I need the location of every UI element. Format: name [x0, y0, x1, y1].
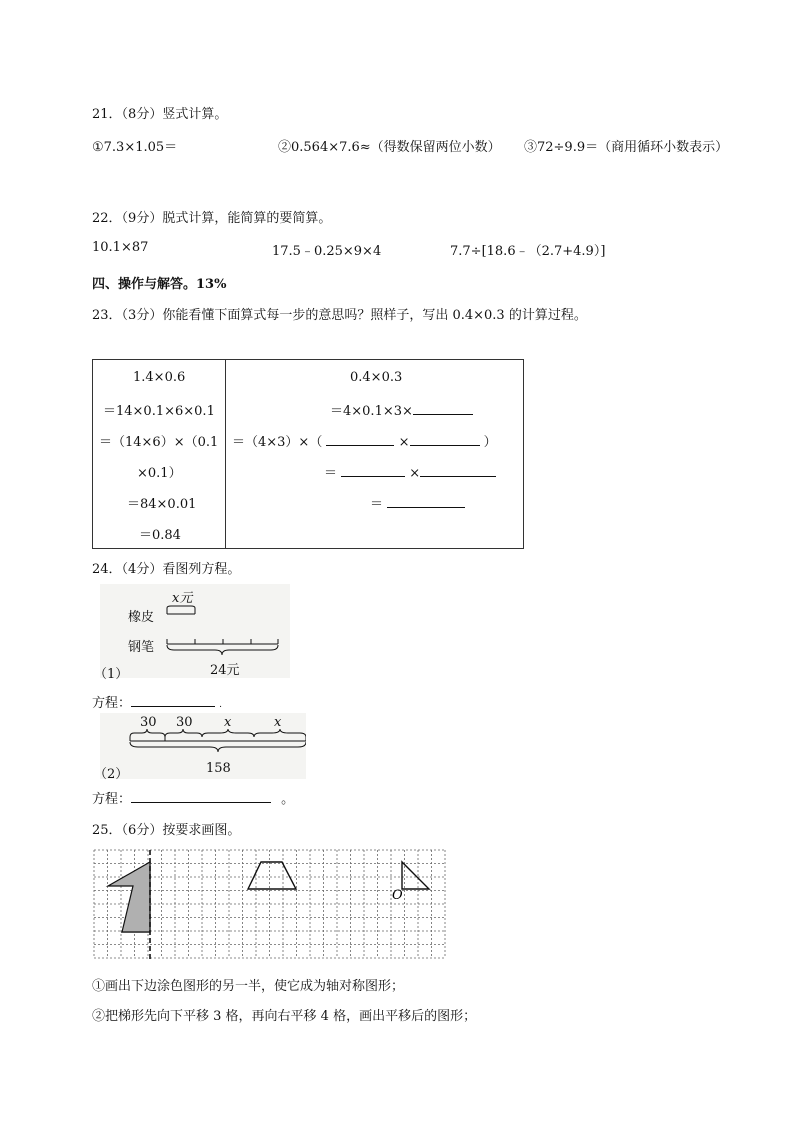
diagram-2-number: （2） [94, 767, 129, 782]
q22-item-2: 17.5﹣0.25×9×4 [272, 244, 382, 259]
example-line: ＝84×0.01 [127, 497, 197, 512]
q23-work-table [92, 359, 524, 549]
equation-2-blank[interactable] [131, 790, 271, 803]
q24-title: 24．（4分）看图列方程。 [92, 562, 241, 577]
q22-title: 22．（9分）脱式计算，能简算的要简算。 [92, 211, 332, 226]
q25-title: 25．（6分）按要求画图。 [92, 823, 241, 838]
equation-2: 方程： 。 [92, 792, 295, 807]
q22-item-3: 7.7÷[18.6﹣（2.7+4.9）] [450, 244, 606, 259]
right-triangle [402, 862, 429, 889]
label-30: 30 [176, 715, 193, 730]
example-line: 1.4×0.6 [133, 370, 186, 385]
label-30: 30 [140, 715, 157, 730]
answer-line-2: ＝4×0.1×3× [330, 400, 473, 419]
drawing-grid [92, 846, 446, 962]
total-label-2: 158 [206, 761, 231, 776]
example-cell [93, 360, 226, 549]
example-line: ＝14×0.1×6×0.1 [103, 404, 215, 419]
answer-blank[interactable] [387, 495, 465, 508]
x-price-label: x元 [172, 591, 193, 606]
shaded-half-figure-top [108, 862, 150, 932]
o-point-label: O [392, 888, 403, 903]
q22-item-1: 10.1×87 [92, 240, 149, 255]
example-line: ＝（14×6）×（0.1 [99, 435, 219, 450]
q23-title: 23．（3分）你能看懂下面算式每一步的意思吗？照样子，写出 0.4×0.3 的计算过程。 [92, 308, 587, 323]
rubber-label: 橡皮 [128, 610, 155, 625]
diagram-2 [94, 713, 306, 782]
q21-item-2: ②0.564×7.6≈（得数保留两位小数） [278, 140, 501, 155]
section-heading: 四、操作与解答。13% [92, 277, 227, 292]
label-x: x [224, 715, 232, 730]
q21-item-3: ③72÷9.9＝（商用循环小数表示） [524, 140, 729, 155]
equation-1: 方程： . [92, 696, 223, 711]
example-line: ＝0.84 [139, 528, 181, 543]
pen-label: 钢笔 [128, 640, 155, 655]
q25-item-1: ①画出下边涂色图形的另一半，使它成为轴对称图形； [92, 979, 405, 994]
diagram-1 [94, 584, 290, 682]
label-x: x [274, 715, 282, 730]
example-line: ×0.1） [137, 466, 182, 481]
answer-blank[interactable] [326, 433, 394, 446]
segment-diagram-2 [100, 713, 306, 779]
total-label-1: 24元 [210, 663, 240, 678]
answer-blank[interactable] [420, 464, 496, 477]
q25-item-2: ②把梯形先向下平移 3 格，再向右平移 4 格，画出平移后的图形； [92, 1009, 477, 1024]
answer-blank[interactable] [413, 402, 473, 415]
segment-diagram-1 [100, 584, 290, 678]
answer-line-1: 0.4×0.3 [350, 370, 403, 385]
equation-1-blank[interactable] [131, 694, 215, 707]
answer-blank[interactable] [341, 464, 405, 477]
answer-cell [226, 360, 524, 549]
trapezoid [248, 862, 296, 889]
diagram-1-number: （1） [94, 667, 129, 682]
answer-line-3: ＝（4×3）×（ × ） [232, 435, 497, 450]
answer-blank[interactable] [410, 433, 480, 446]
answer-line-5: ＝ [370, 493, 465, 512]
q21-title: 21．（8分）竖式计算。 [92, 107, 228, 122]
q21-item-1: ①7.3×1.05＝ [92, 140, 178, 155]
answer-line-4: ＝ × [324, 462, 496, 481]
